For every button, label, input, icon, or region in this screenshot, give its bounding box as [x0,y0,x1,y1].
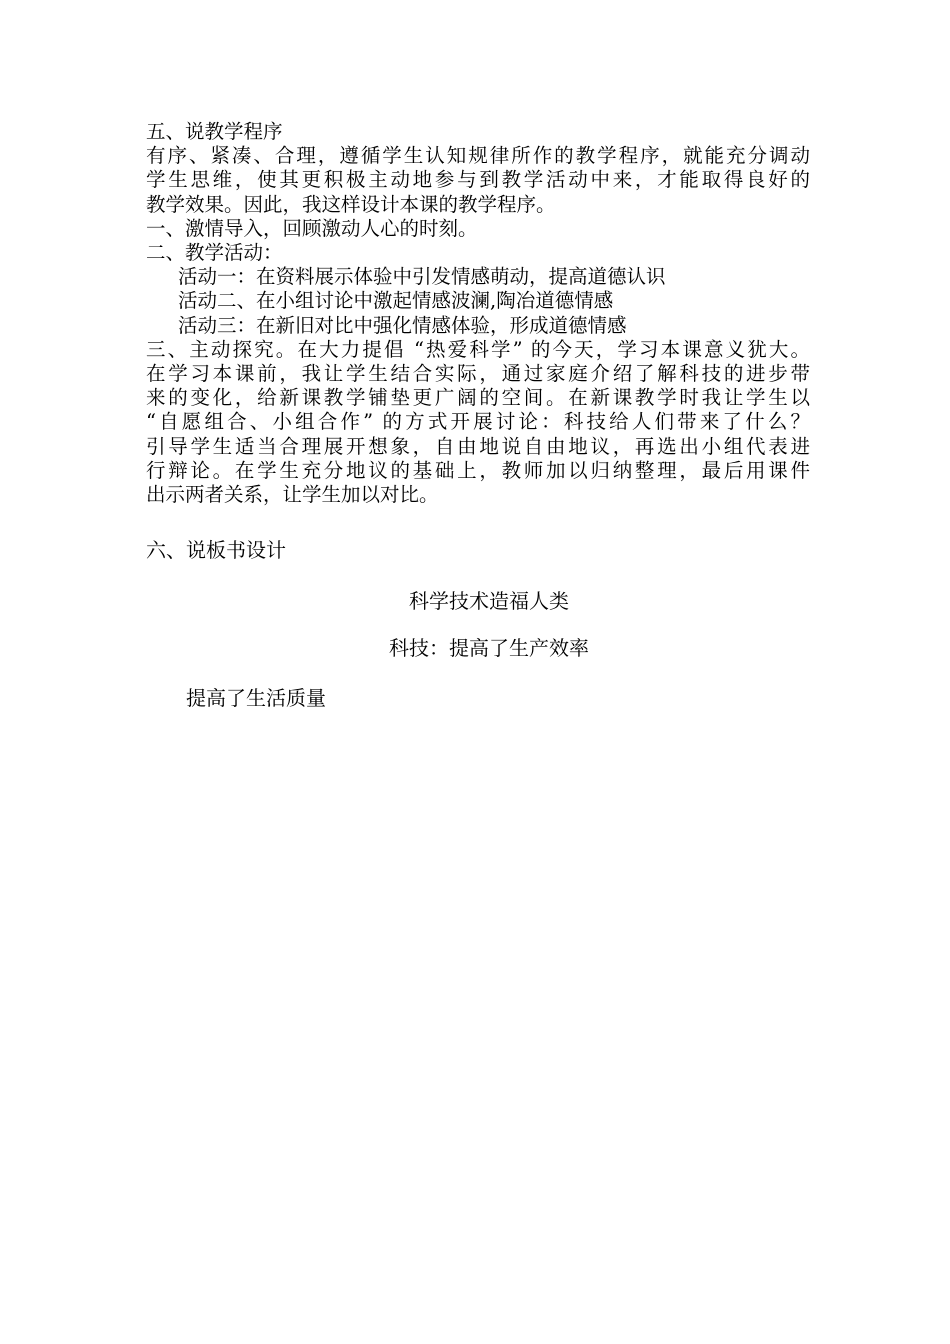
step3-paragraph-line: “自愿组合、小组合作” 的方式开展讨论：科技给人们带来了什么？ [146,410,810,434]
board-title: 科学技术造福人类 [409,589,569,613]
step3-paragraph-line: 行辩论。在学生充分地议的基础上，教师加以归纳整理，最后用课件 [146,458,810,482]
step3-paragraph-line: 三、主动探究。在大力提倡 “热爱科学” 的今天，学习本课意义犹大。 [146,337,810,361]
intro-paragraph-line: 教学效果。因此，我这样设计本课的教学程序。 [146,192,556,216]
board-line-life-quality: 提高了生活质量 [186,686,326,710]
teaching-procedure-section [146,120,810,507]
step3-paragraph-line: 出示两者关系，让学生加以对比。 [146,483,439,507]
board-line-production: 科技：提高了生产效率 [389,636,589,660]
step3-paragraph-line: 来的变化，给新课教学铺垫更广阔的空间。在新课教学时我让学生以 [146,386,810,410]
step3-paragraph-line: 引导学生适当合理展开想象，自由地说自由地议，再选出小组代表进 [146,434,810,458]
step1-text: 一、激情导入，回顾激动人心的时刻。 [146,216,478,240]
step2-text: 二、教学活动： [146,241,283,265]
activity-item: 活动三：在新旧对比中强化情感体验，形成道德情感 [178,313,627,337]
step3-paragraph-line: 在学习本课前，我让学生结合实际，通过家庭介绍了解科技的进步带 [146,362,810,386]
section5-heading: 五、说教学程序 [146,120,283,143]
activity-item: 活动二、在小组讨论中激起情感波澜,陶冶道德情感 [178,289,614,313]
intro-paragraph-line: 学生思维，使其更积极主动地参与到教学活动中来，才能取得良好的 [146,168,810,192]
section6-heading: 六、说板书设计 [146,538,286,562]
activity-item: 活动一：在资料展示体验中引发情感萌动，提高道德认识 [178,265,666,289]
intro-paragraph-line: 有序、紧凑、合理，遵循学生认知规律所作的教学程序，就能充分调动 [146,144,810,168]
